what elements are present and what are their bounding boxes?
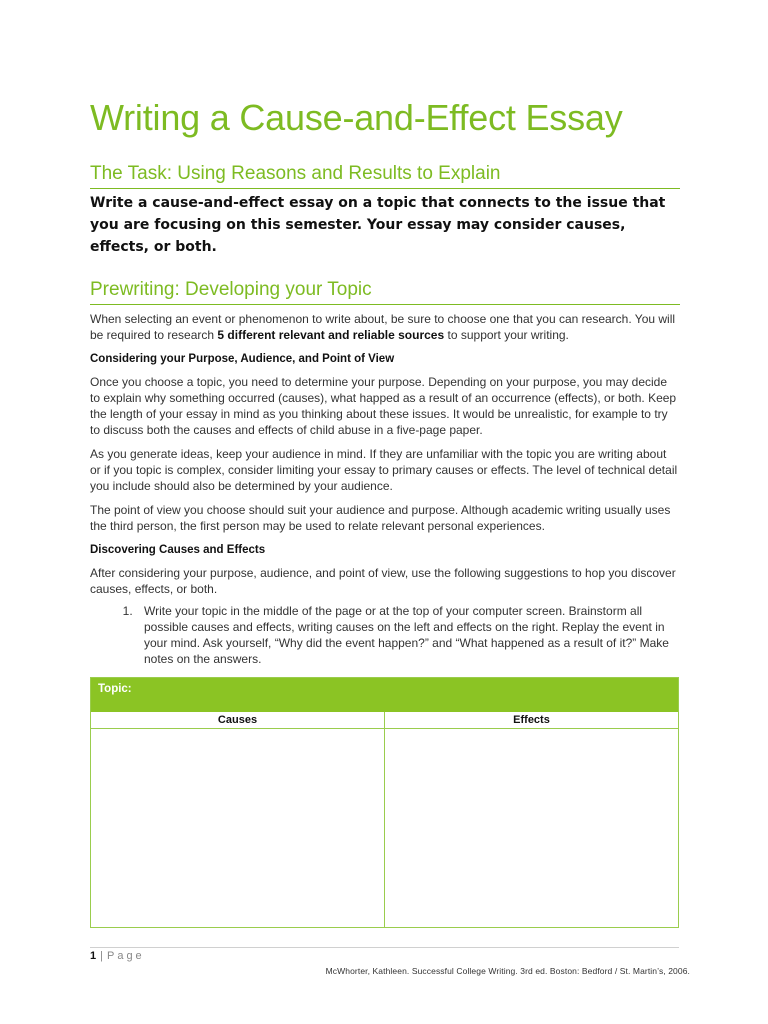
list-item: 1. Write your topic in the middle of the page or at the top of your computer screen. Brainstorm all possible causes and effects, writing causes on the left and effects on the right. Replay the event in your mind. Ask yourself, “Why did the event happen?” and “What happened as a result of it?” Make notes on the answers. (136, 603, 680, 667)
intro-text-end: to support your writing. (444, 328, 569, 342)
topic-header[interactable] (91, 678, 678, 712)
paragraph-discovering: After considering your purpose, audience, and point of view, use the following suggestions to hop you discover causes, effects, or both. (90, 566, 676, 596)
prewriting-heading: Prewriting: Developing your Topic (90, 278, 680, 305)
footer-citation: McWhorter, Kathleen. Successful College Writing. 3rd ed. Boston: Bedford / St. Martin’s, 2006. (325, 966, 690, 976)
topic-label: Topic: (98, 683, 132, 695)
task-text: Write a cause-and-effect essay on a topic that connects to the issue that you are focusing on this semester. Your essay may consider causes, effects, or both. (90, 195, 666, 255)
steps-list (90, 603, 680, 667)
table-body-row (91, 729, 678, 928)
document-title: Writing a Cause-and-Effect Essay (90, 97, 623, 138)
page-content (90, 96, 680, 667)
page-word: Page (106, 950, 145, 962)
paragraph-audience: As you generate ideas, keep your audience in mind. If they are unfamiliar with the topic you are writing about or if you topic is complex, consider limiting your essay to primary causes or effects. The level of technical detail you include should also be determined by your audience. (90, 447, 678, 493)
causes-cell[interactable] (91, 729, 385, 928)
task-heading: The Task: Using Reasons and Results to Explain (90, 162, 680, 189)
page-number-value: 1 (90, 950, 97, 962)
footer-divider (90, 947, 679, 948)
paragraph-purpose: Once you choose a topic, you need to determine your purpose. Depending on your purpose, you may decide to explain why something occurred (causes), what happed as a result of an occurrence (effects), or both. Keep the length of your essay in mind as you thinking about these issues. It would be unrealistic, for example to try to discuss both the causes and effects of child abuse in a five-page paper. (90, 375, 677, 437)
page-separator: | (100, 950, 103, 962)
causes-header: Causes (91, 712, 385, 728)
paragraph-point-of-view: The point of view you choose should suit your audience and purpose. Although academic writing usually uses the third person, the first person may be used to relate relevant personal experiences. (90, 503, 671, 533)
subheading-purpose: Considering your Purpose, Audience, and Point of View (90, 353, 395, 365)
intro-text-start: When selecting an event or phenomenon to write about, be sure to choose one that you can research. You will be required to research (90, 312, 676, 342)
prewriting-intro (90, 311, 680, 343)
table-header-row (91, 712, 678, 729)
subheading-discovering: Discovering Causes and Effects (90, 544, 266, 556)
effects-cell[interactable] (385, 729, 678, 928)
intro-bold-sources: 5 different relevant and reliable sources (217, 328, 445, 342)
cause-effect-table (90, 677, 679, 928)
page-number (90, 950, 145, 962)
effects-header: Effects (513, 714, 550, 726)
